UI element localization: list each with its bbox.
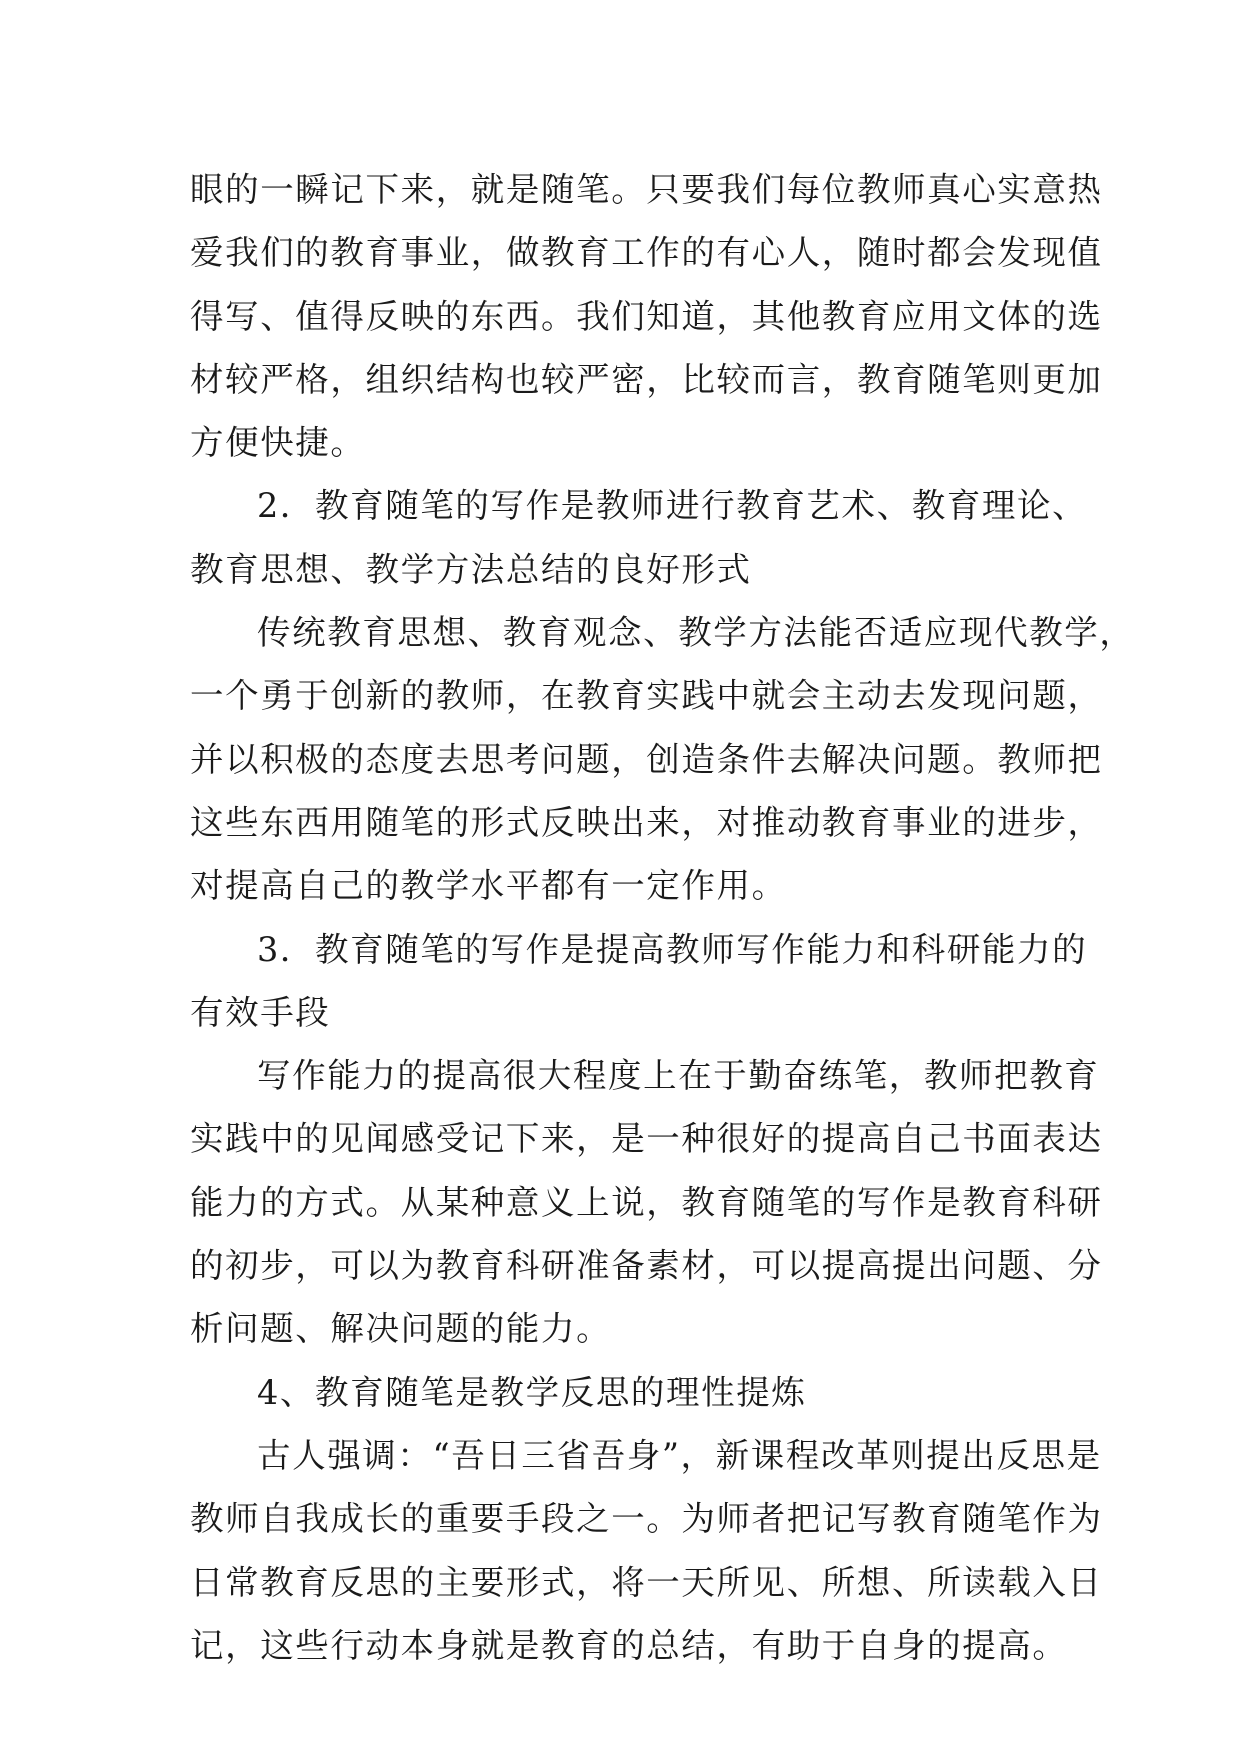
text-line-9: 一个勇于创新的教师，在教育实践中就会主动去发现问题， [190,676,1103,716]
text-line-23: 日常教育反思的主要形式，将一天所见、所想、所读载入日 [190,1562,1103,1602]
text-line-2: 爱我们的教育事业，做教育工作的有心人，随时都会发现值 [190,233,1103,273]
section-heading-4: 4、教育随笔是教学反思的理性提炼 [257,1372,807,1412]
section-heading-2: 2．教育随笔的写作是教师进行教育艺术、教育理论、 [257,486,1088,526]
text-line-5: 方便快捷。 [190,423,366,463]
section-heading-3: 3．教育随笔的写作是提高教师写作能力和科研能力的 [257,929,1088,969]
text-line-12: 对提高自己的教学水平都有一定作用。 [190,866,787,906]
text-line-1: 眼的一瞬记下来，就是随笔。只要我们每位教师真心实意热 [190,170,1103,209]
document-body [190,158,1135,1677]
text-line-22: 教师自我成长的重要手段之一。为师者把记写教育随笔作为 [190,1499,1103,1539]
text-line-21: 古人强调：“吾日三省吾身”，新课程改革则提出反思是 [257,1435,1102,1475]
text-line-16: 实践中的见闻感受记下来，是一种很好的提高自己书面表达 [190,1119,1103,1159]
text-line-4: 材较严格，组织结构也较严密，比较而言，教育随笔则更加 [190,359,1103,399]
text-line-8: 传统教育思想、教育观念、教学方法能否适应现代教学， [257,613,1135,653]
text-line-19: 析问题、解决问题的能力。 [190,1309,612,1349]
text-line-10: 并以积极的态度去思考问题，创造条件去解决问题。教师把 [190,739,1103,779]
text-line-18: 的初步，可以为教育科研准备素材，可以提高提出问题、分 [190,1246,1103,1286]
section-heading-2-cont: 教育思想、教学方法总结的良好形式 [190,549,752,589]
text-line-17: 能力的方式。从某种意义上说，教育随笔的写作是教育科研 [190,1182,1103,1222]
text-line-11: 这些东西用随笔的形式反映出来，对推动教育事业的进步， [190,802,1103,842]
text-line-15: 写作能力的提高很大程度上在于勤奋练笔，教师把教育 [257,1056,1100,1096]
text-line-3: 得写、值得反映的东西。我们知道，其他教育应用文体的选 [190,296,1103,336]
section-heading-3-cont: 有效手段 [190,992,331,1032]
text-line-24: 记，这些行动本身就是教育的总结，有助于自身的提高。 [190,1625,1068,1665]
